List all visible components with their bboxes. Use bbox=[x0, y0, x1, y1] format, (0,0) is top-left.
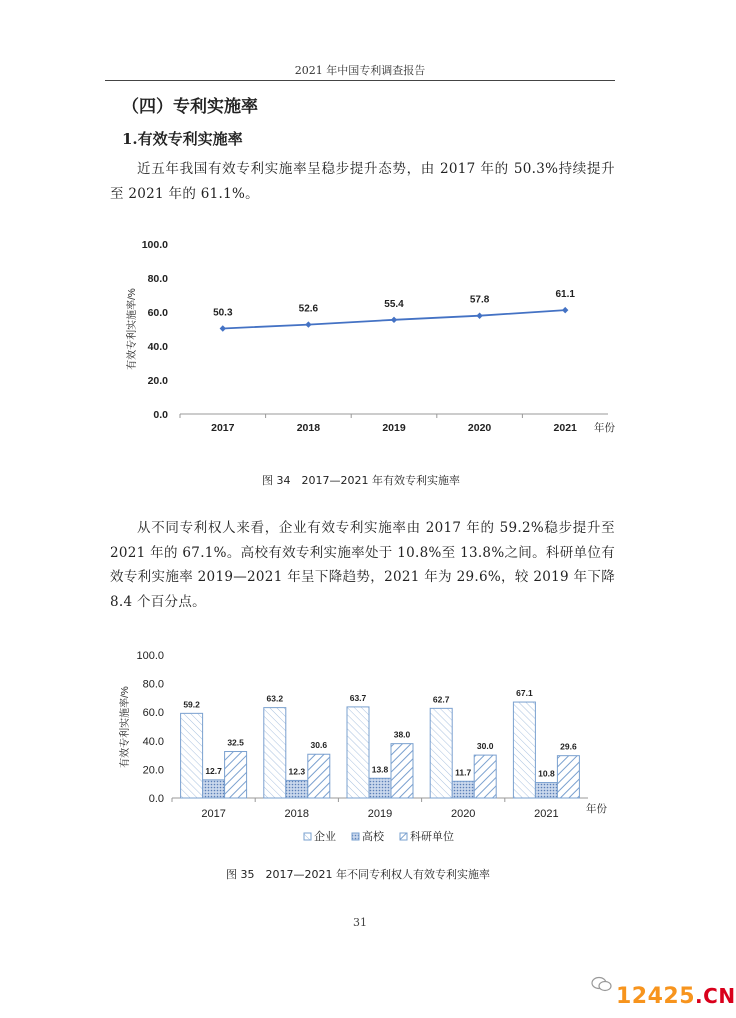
chart1-x-tick-label: 2020 bbox=[467, 422, 492, 434]
chart1-data-point bbox=[305, 321, 311, 327]
chart2-bar-qiye bbox=[264, 708, 286, 798]
chart1-data-point bbox=[220, 325, 226, 331]
watermark-brand-main: 12425 bbox=[616, 984, 696, 1009]
chart1-y-tick-label: 20.0 bbox=[147, 375, 168, 387]
chart1-data-label: 50.3 bbox=[213, 307, 233, 319]
chart1-x-tick-label: 2019 bbox=[382, 422, 406, 434]
chart1-y-axis-label: 有效专利实施率/% bbox=[127, 288, 138, 370]
chart1-data-label: 52.6 bbox=[298, 303, 319, 315]
chart2-x-tick-label: 2019 bbox=[367, 808, 393, 820]
chart2-bar-gaoxiao bbox=[369, 778, 391, 798]
chart2-x-tick-label: 2020 bbox=[450, 808, 476, 820]
watermark-brand-suffix: .CN bbox=[695, 984, 736, 1008]
chart1-y-tick-label: 40.0 bbox=[147, 341, 168, 353]
chart2-x-tick-label: 2018 bbox=[284, 808, 310, 820]
chart1-x-tick-label: 2017 bbox=[211, 422, 235, 434]
chart2-x-axis-label: 年份 bbox=[586, 803, 607, 815]
chart1-x-tick-label: 2021 bbox=[553, 422, 577, 434]
chart2-y-tick-label: 100.0 bbox=[136, 650, 164, 662]
chart1-data-point bbox=[562, 307, 568, 313]
chart2-x-tick-label: 2017 bbox=[201, 808, 226, 820]
chart2-data-label-keyan: 29.6 bbox=[560, 741, 577, 752]
chart1-y-tick-label: 100.0 bbox=[141, 239, 168, 251]
chart2-y-tick-label: 60.0 bbox=[142, 707, 164, 720]
section-title: （四）专利实施率 bbox=[122, 97, 258, 117]
line-chart-patent-implementation-rate bbox=[0, 230, 720, 450]
chart2-legend-swatch-qiye bbox=[304, 833, 311, 840]
chart2-data-label-qiye: 62.7 bbox=[432, 694, 450, 705]
chart2-bar-gaoxiao bbox=[535, 783, 557, 798]
header-rule bbox=[105, 80, 615, 81]
chart2-bar-keyan bbox=[308, 754, 330, 798]
chart2-legend-swatch-keyan bbox=[400, 833, 407, 840]
chart2-bar-gaoxiao bbox=[286, 780, 308, 798]
chart2-legend-label-gaoxiao: 高校 bbox=[362, 831, 384, 843]
chart2-data-label-gaoxiao: 13.8 bbox=[371, 764, 389, 775]
page-number: 31 bbox=[353, 916, 367, 929]
bar-chart-implementation-rate-by-holder bbox=[0, 640, 720, 860]
chart1-x-tick-label: 2018 bbox=[296, 422, 321, 434]
chart2-y-axis-label: 有效专利实施率/% bbox=[120, 686, 131, 768]
chart1-data-point bbox=[476, 313, 482, 319]
chart2-legend-label-keyan: 科研单位 bbox=[410, 831, 454, 843]
chart2-data-label-qiye: 63.7 bbox=[349, 692, 367, 703]
paragraph-2: 从不同专利权人来看，企业有效专利实施率由 2017 年的 59.2%稳步提升至 2021 年的 67.1%。高校有效专利实施率处于 10.8%至 13.8%之间。科研单位有效专利实施率 2019—2021 年呈下降趋势，2021 年为 29.6%，较 2019 年下降 8.4 个百分点。 bbox=[110, 520, 615, 610]
chart2-x-tick-label: 2021 bbox=[534, 808, 559, 820]
chart2-legend-swatch-gaoxiao bbox=[352, 833, 359, 840]
chart2-y-tick-label: 0.0 bbox=[148, 793, 164, 805]
chart2-bar-keyan bbox=[557, 756, 579, 798]
chart2-caption: 图 35 2017—2021 年不同专利权人有效专利实施率 bbox=[226, 868, 490, 881]
chart2-data-label-qiye: 63.2 bbox=[266, 693, 284, 704]
chart2-y-tick-label: 80.0 bbox=[142, 678, 164, 691]
chart2-data-label-gaoxiao: 11.7 bbox=[455, 767, 472, 778]
chart1-y-tick-label: 60.0 bbox=[147, 307, 168, 319]
chart1-x-axis-label: 年份 bbox=[594, 422, 615, 434]
chart2-bar-qiye bbox=[430, 708, 452, 798]
chart1-y-tick-label: 0.0 bbox=[153, 409, 168, 421]
watermark-brand bbox=[616, 984, 736, 1009]
chart2-data-label-gaoxiao: 12.7 bbox=[205, 765, 222, 776]
chart2-data-label-keyan: 30.6 bbox=[310, 740, 328, 751]
chart2-data-label-qiye: 59.2 bbox=[183, 699, 200, 710]
paragraph-1: 近五年我国有效专利实施率呈稳步提升态势，由 2017 年的 50.3%持续提升至 2021 年的 61.1%。 bbox=[110, 161, 615, 202]
chart1-y-tick-label: 80.0 bbox=[147, 273, 168, 285]
chart1-data-label: 61.1 bbox=[555, 289, 575, 301]
chart1-data-label: 55.4 bbox=[384, 298, 404, 310]
chart2-bar-qiye bbox=[181, 713, 203, 798]
chart2-data-label-keyan: 38.0 bbox=[393, 729, 411, 740]
chart2-bar-gaoxiao bbox=[203, 780, 225, 798]
chart1-data-label: 57.8 bbox=[469, 294, 490, 306]
subsection-title: 1.有效专利实施率 bbox=[122, 130, 243, 148]
chart2-bar-keyan bbox=[474, 755, 496, 798]
chart2-legend-label-qiye: 企业 bbox=[314, 831, 336, 843]
chart2-y-tick-label: 40.0 bbox=[142, 735, 164, 748]
chart2-bar-gaoxiao bbox=[452, 781, 474, 798]
chart2-data-label-keyan: 32.5 bbox=[227, 737, 244, 748]
page-header: 2021 年中国专利调查报告 bbox=[294, 64, 426, 77]
chart2-data-label-gaoxiao: 10.8 bbox=[538, 768, 555, 779]
chart2-bar-qiye bbox=[513, 702, 535, 798]
chart1-caption: 图 34 2017—2021 年有效专利实施率 bbox=[262, 474, 460, 487]
chart2-bar-keyan bbox=[225, 752, 247, 798]
chart2-data-label-keyan: 30.0 bbox=[476, 741, 494, 752]
chart1-data-point bbox=[391, 317, 397, 323]
wechat-icon bbox=[591, 976, 613, 992]
chart2-bar-qiye bbox=[347, 707, 369, 798]
chart2-data-label-qiye: 67.1 bbox=[516, 688, 533, 699]
chart2-data-label-gaoxiao: 12.3 bbox=[288, 766, 306, 777]
chart2-y-tick-label: 20.0 bbox=[142, 764, 164, 777]
chart2-bar-keyan bbox=[391, 744, 413, 798]
